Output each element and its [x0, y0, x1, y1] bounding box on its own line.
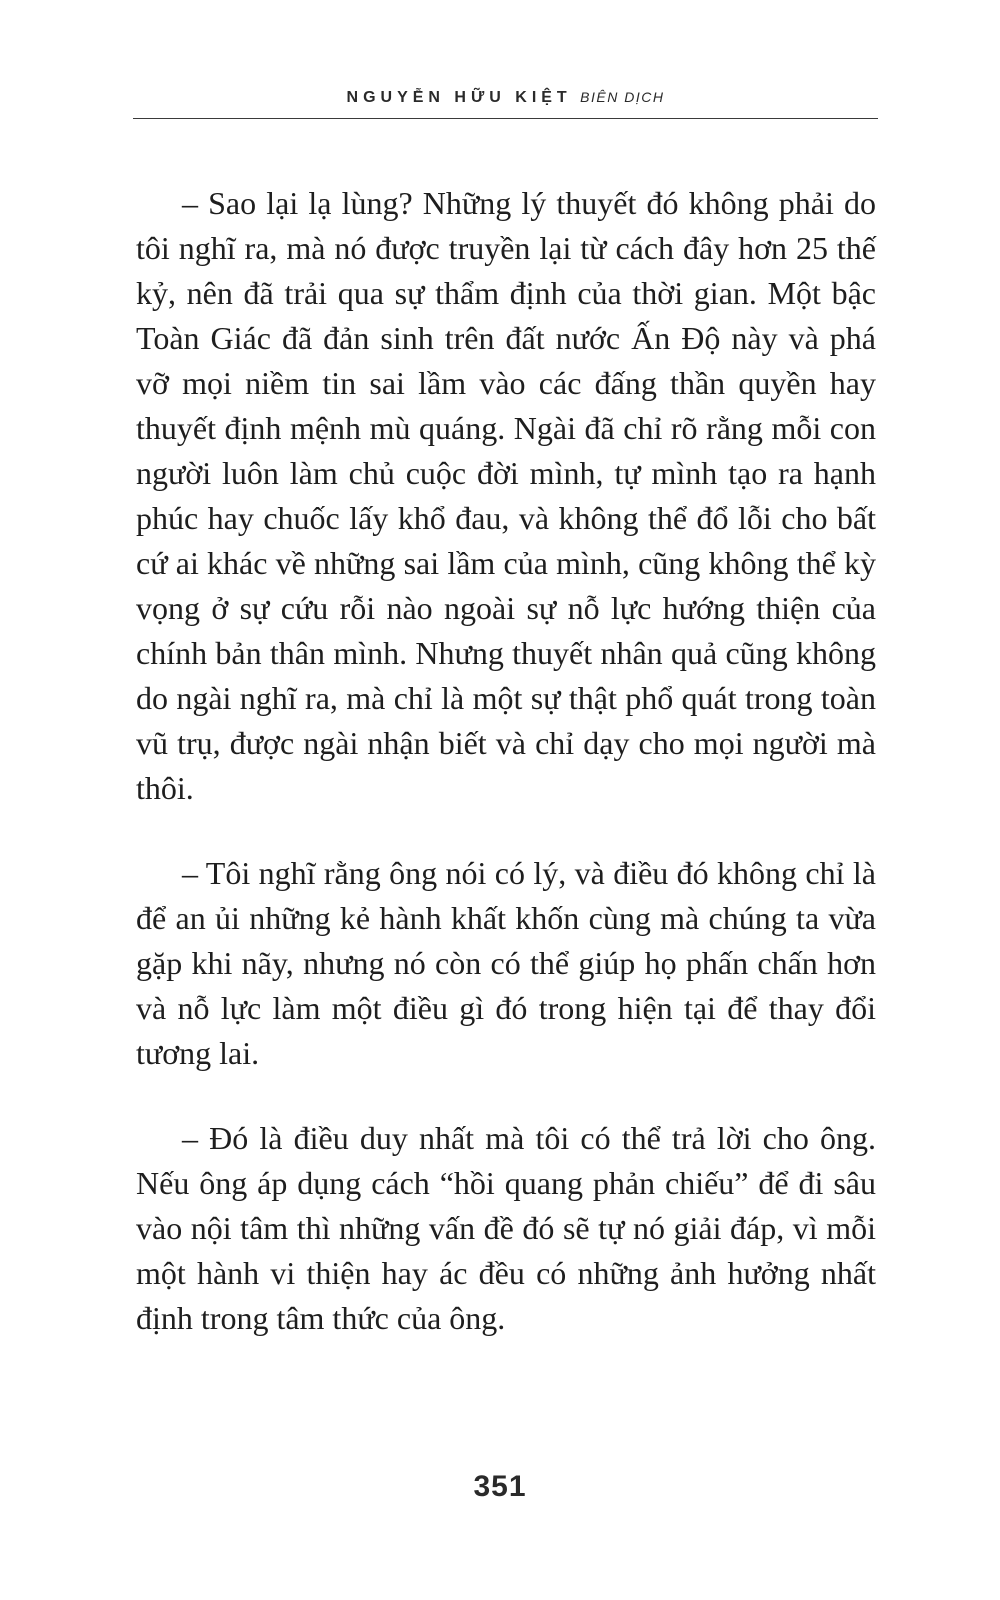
- paragraph: – Đó là điều duy nhất mà tôi có thể trả lời cho ông. Nếu ông áp dụng cách “hồi quang phản chiếu” để đi sâu vào nội tâm thì những vấn đề đó sẽ tự nó giải đáp, vì mỗi một hành vi thiện hay ác đều có những ảnh hưởng nhất định trong tâm thức của ông.: [136, 1120, 876, 1336]
- header-divider: [133, 118, 878, 119]
- body-text: [136, 181, 876, 1381]
- header-role: BIÊN DỊCH: [580, 89, 665, 105]
- running-header: [133, 86, 878, 109]
- header-author: NGUYỄN HỮU KIỆT: [346, 89, 572, 106]
- paragraph: – Tôi nghĩ rằng ông nói có lý, và điều đó không chỉ là để an ủi những kẻ hành khất khốn cùng mà chúng ta vừa gặp khi nãy, nhưng nó còn có thể giúp họ phấn chấn hơn và nỗ lực làm một điều gì đó trong hiện tại để thay đổi tương lai.: [136, 855, 876, 1071]
- page-number: 351: [473, 1470, 527, 1503]
- paragraph: – Sao lại lạ lùng? Những lý thuyết đó không phải do tôi nghĩ ra, mà nó được truyền lại từ cách đây hơn 25 thế kỷ, nên đã trải qua sự thẩm định của thời gian. Một bậc Toàn Giác đã đản sinh trên đất nước Ấn Độ này và phá vỡ mọi niềm tin sai lầm vào các đấng thần quyền hay thuyết định mệnh mù quáng. Ngài đã chỉ rõ rằng mỗi con người luôn làm chủ cuộc đời mình, tự mình tạo ra hạnh phúc hay chuốc lấy khổ đau, và không thể đổ lỗi cho bất cứ ai khác về những sai lầm của mình, cũng không thể kỳ vọng ở sự cứu rỗi nào ngoài sự nỗ lực hướng thiện của chính bản thân mình. Nhưng thuyết nhân quả cũng không do ngài nghĩ ra, mà chỉ là một sự thật phổ quát trong toàn vũ trụ, được ngài nhận biết và chỉ dạy cho mọi người mà thôi.: [136, 185, 876, 806]
